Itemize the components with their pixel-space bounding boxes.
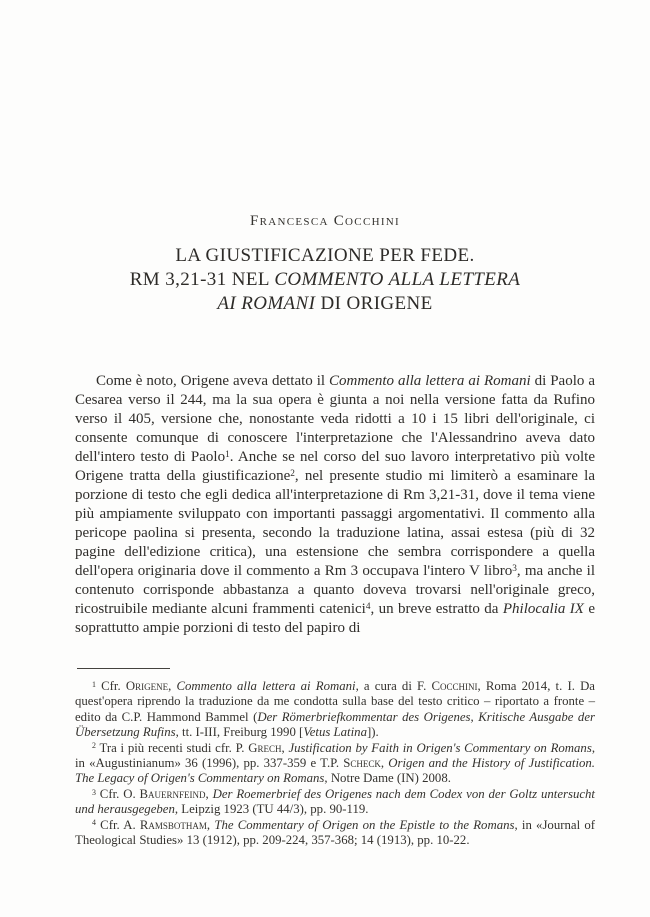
title-line-2 — [0, 268, 650, 292]
text-run: Philocalia IX — [502, 601, 584, 617]
text-run: Commento alla lettera ai Romani — [329, 373, 531, 389]
footnote-reference: 4 — [365, 602, 371, 613]
text-run: Cfr. O. — [95, 786, 140, 801]
text-run: , in «Augustinianum» 36 (1996), pp. 337-359 e T.P. — [75, 740, 596, 771]
footnote — [75, 787, 595, 818]
footnote-reference: 1 — [92, 679, 96, 689]
footnote — [75, 679, 595, 741]
title-line-3 — [0, 292, 650, 316]
text-run: RM 3,21-31 NEL — [129, 269, 275, 290]
footnote-separator — [77, 668, 170, 669]
text-run: e soprattutto ampie porzioni di testo del papiro di — [75, 601, 595, 636]
text-run: , Leipzig 1923 (TU 44/3), pp. 90-119. — [174, 802, 369, 817]
text-run: , — [380, 756, 389, 771]
text-run: , in «Journal of Theological Studies» 13 (1912), pp. 209-224, 357-368; 14 (1913), pp. 10-22. — [75, 817, 595, 848]
text-run: Bauernfeind — [139, 786, 206, 801]
footnote-reference: 3 — [512, 564, 517, 575]
footnote-reference: 2 — [290, 469, 295, 480]
text-run: , — [168, 679, 177, 693]
text-run: The Commentary of Origen on the Epistle to the Romans — [214, 817, 515, 832]
text-run: Ramsbotham — [139, 817, 207, 832]
text-run: Der Roemerbrief des Origenes nach dem Codex von der Goltz untersucht und herausgegeben — [75, 786, 595, 817]
text-run: Origene — [125, 679, 169, 693]
text-run: Cfr. A. — [95, 817, 140, 832]
text-run: Come è noto, Origene aveva dettato il — [96, 373, 330, 389]
text-run: Commento alla lettera ai Romani — [176, 679, 356, 693]
footnotes-section — [75, 679, 595, 848]
text-run: , a cura di F. — [355, 679, 432, 693]
text-run: DI ORIGENE — [315, 293, 433, 314]
footnote-reference: 2 — [92, 741, 96, 751]
text-run: , Notre Dame (IN) 2008. — [324, 771, 451, 786]
text-run: , — [205, 786, 213, 801]
text-run: Cocchini — [431, 679, 478, 693]
text-run: Origen and the History of Justification. The Legacy of Origen's Commentary on Romans — [75, 756, 595, 786]
text-run: , — [206, 817, 215, 832]
text-run: LA GIUSTIFICAZIONE PER FEDE. — [175, 245, 475, 266]
text-run: Justification by Faith in Origen's Commentary on Romans — [288, 740, 592, 755]
text-run: , Roma 2014, t. I. Da quest'opera riprendo la traduzione da me condotta sulla base del testo critico – riportato a fronte – edito da C.P. Hammond Bammel ( — [75, 679, 595, 724]
text-run: Tra i più recenti studi cfr. P. — [95, 740, 249, 755]
text-run: di Paolo a Cesarea verso il 244, ma la sua opera è giunta a noi nella versione fatta da Rufino verso il 405, versione che, nonostante veda ridotti a 10 i 15 libri dell'originale, ci consente comunque di conoscere l'interpretazione che l'Alessandrino aveva dato dell'intero testo di Paolo — [75, 373, 595, 465]
article-title — [0, 244, 650, 316]
text-run: ]). — [366, 725, 379, 740]
footnote-reference: 4 — [92, 818, 96, 828]
text-run: AI ROMANI — [217, 293, 316, 314]
text-run: Scheck — [343, 756, 381, 771]
title-line-1 — [0, 244, 650, 268]
text-run: Grech — [248, 740, 282, 755]
footnote — [75, 741, 595, 787]
text-run: , tt. I-III, Freiburg 1990 [ — [175, 725, 304, 740]
footnote — [75, 818, 595, 849]
text-run: Cfr. — [95, 679, 126, 693]
footnote-reference: 3 — [92, 787, 96, 797]
author-name: Francesca Cocchini — [249, 213, 400, 229]
text-run: , un breve estratto da — [370, 601, 503, 617]
text-run: , ma anche il contenuto corrisponde abbastanza a quanto doveva trovarsi nell'originale greco, ricostruibile mediante alcuni frammenti catenici — [75, 563, 595, 617]
text-run: COMMENTO ALLA LETTERA — [274, 269, 521, 290]
text-run: Vetus Latina — [303, 725, 367, 740]
text-run: , — [281, 740, 289, 755]
footnote-reference: 1 — [225, 450, 230, 461]
text-run: , nel presente studio mi limiterò a esaminare la porzione di testo che egli dedica all'interpretazione di Rm 3,21-31, dove il tema viene più ampiamente sviluppato con importanti passaggi argomentativi. Il commento alla pericope paolina si presenta, secondo la traduzione latina, assai estesa (più di 32 pagine dell'edizione critica), una estensione che sembra corrispondere a quella dell'opera originaria dove il commento a Rm 3 occupava l'intero V libro — [75, 468, 596, 579]
text-run: . Anche se nel corso del suo lavoro interpretativo più volte Origene tratta della giustificazione — [75, 449, 595, 484]
body-paragraph — [75, 372, 595, 638]
text-run: Der Römerbriefkommentar des Origenes, Kritische Ausgabe der Übersetzung Rufins — [75, 709, 595, 740]
